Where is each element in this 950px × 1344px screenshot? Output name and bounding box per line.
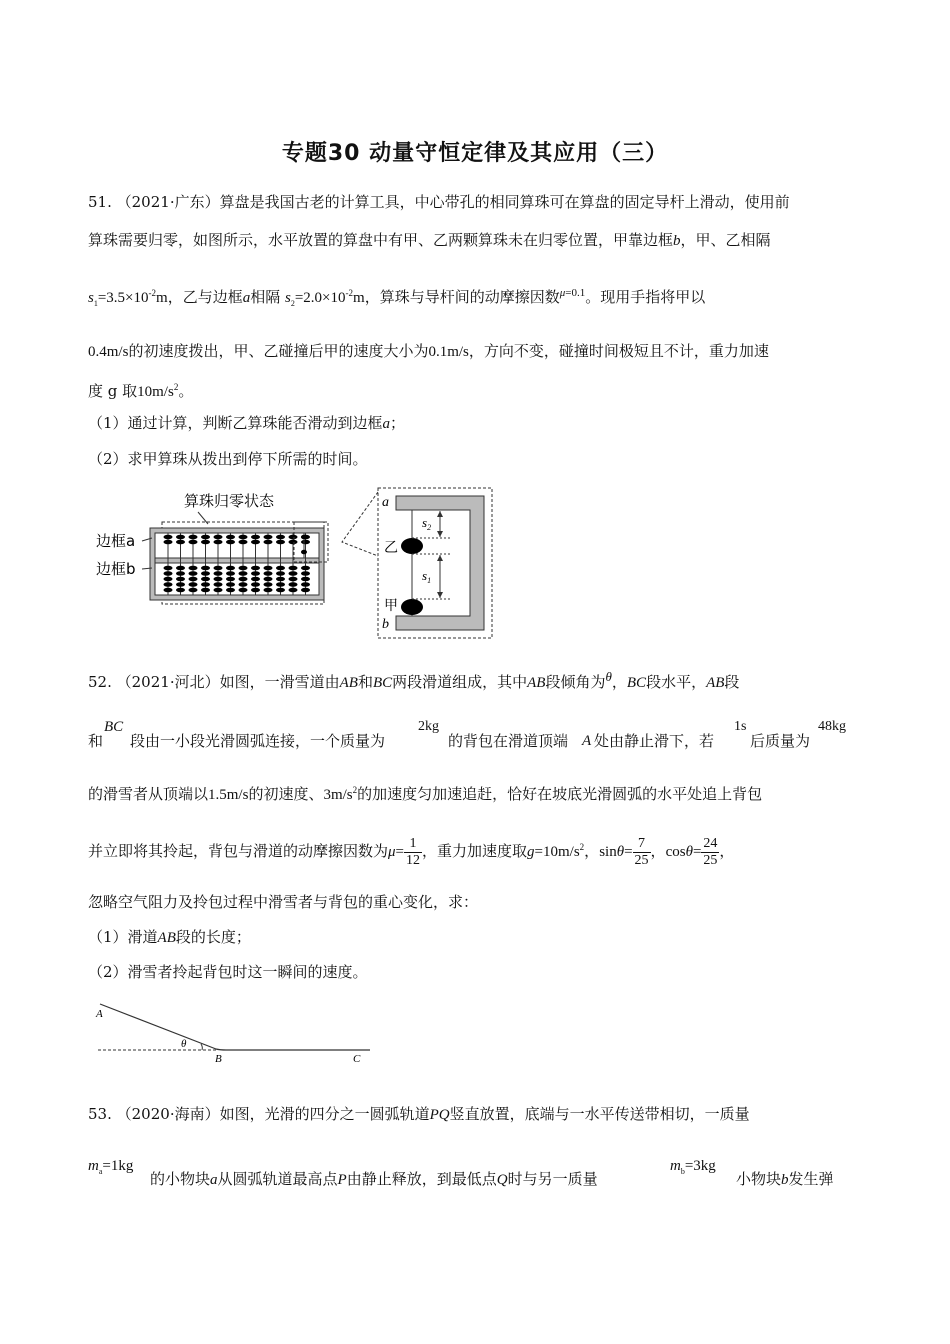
- abacus-bead: [239, 535, 248, 540]
- q52-cos: cos: [665, 844, 686, 860]
- abacus-bead: [264, 535, 273, 540]
- abacus-bead: [201, 577, 210, 582]
- ski-slope-figure: [88, 996, 378, 1066]
- q51-s2-sub: 2: [290, 299, 295, 308]
- q51-text: （1）通过计算，判断乙算珠能否滑动到边框: [88, 414, 383, 432]
- q52-text: 段的长度；: [175, 928, 251, 946]
- q51-text: 相隔: [250, 288, 281, 306]
- abacus-bead: [226, 588, 235, 593]
- q53-mb: $m_b=3kg$: [670, 1158, 716, 1176]
- abacus-bead: [214, 540, 223, 545]
- q51-s1-unit: m: [156, 290, 168, 306]
- q52-g: g: [527, 844, 535, 860]
- abacus-bead: [251, 571, 260, 576]
- q51-s1-exp: -2: [148, 288, 157, 298]
- frac-den: 12: [406, 852, 421, 868]
- abacus-bead: [301, 566, 310, 571]
- q52-text: 段由一小段光滑圆弧连接，一个质量为: [130, 732, 386, 750]
- var-theta: θ: [616, 844, 625, 860]
- q53-line-2: [88, 1154, 860, 1194]
- abacus-bead: [239, 577, 248, 582]
- var-theta: θ: [605, 669, 612, 684]
- var-PQ: PQ: [429, 1107, 450, 1123]
- q51-text: ，乙与边框: [167, 288, 243, 306]
- q52-text: 的初速度、: [248, 785, 324, 803]
- q51-part-2: （2）求甲算珠从拨出到停下所需的时间。: [88, 450, 368, 468]
- abacus-bead: [164, 582, 173, 587]
- q52-text: 处由静止滑下，若: [594, 732, 715, 750]
- s1-label: $s_1$: [422, 568, 432, 585]
- theta-arc: [201, 1044, 202, 1050]
- var-P: P: [337, 1172, 347, 1188]
- abacus-bead: [164, 566, 173, 571]
- q51-g-exp: 2: [173, 382, 179, 392]
- q52-number: 52.: [88, 673, 112, 691]
- abacus-bead: [214, 566, 223, 571]
- q51-text: 算珠需要归零，如图所示，水平放置的算盘中有甲、乙两颗算珠未在归零位置，甲靠边框: [88, 231, 674, 249]
- q51-var-a: a: [242, 290, 251, 306]
- q52-sin-fraction: [633, 836, 651, 869]
- q52-text: 和: [357, 673, 373, 691]
- frac-num: 7: [633, 836, 651, 853]
- q53-text: 由静止释放，到最低点: [346, 1170, 497, 1188]
- q53-text: 时与另一质量: [507, 1170, 598, 1188]
- q51-v1: 0.1m/s: [428, 344, 469, 360]
- abacus-bead: [289, 588, 298, 593]
- abacus-bead: [226, 535, 235, 540]
- zoom-b-label: b: [382, 617, 389, 632]
- arrow-head: [437, 592, 443, 598]
- q52-text: 的加速度匀加速追赶，恰好在坡底光滑圆弧的水平处追上背包: [357, 785, 763, 803]
- abacus-bead: [189, 566, 198, 571]
- q53-number: 53.: [88, 1105, 112, 1123]
- s2-label: $s_2$: [422, 515, 432, 532]
- abacus-bead: [264, 577, 273, 582]
- abacus-bead: [301, 571, 310, 576]
- q52-part-2: （2）滑雪者拎起背包时这一瞬间的速度。: [88, 963, 368, 981]
- yi-label: 乙: [384, 540, 398, 556]
- zoom-a-label: a: [382, 495, 389, 510]
- q51-part-1: [88, 412, 860, 435]
- abacus-bead: [201, 588, 210, 593]
- q51-text: ，算珠与导杆间的动摩擦因数: [364, 288, 560, 306]
- q52-text: 的背包在滑道顶端: [448, 732, 569, 750]
- abacus-bead: [176, 582, 185, 587]
- bead-yi: [401, 538, 423, 554]
- q53-source: （2020·海南）: [116, 1105, 220, 1123]
- q52-text: 段: [724, 673, 740, 691]
- point-B-label: B: [215, 1053, 222, 1065]
- q52-sin: sin: [599, 844, 617, 860]
- q51-text: 度 g 取: [88, 382, 138, 400]
- q52-mass-2: 48kg: [818, 719, 846, 734]
- q51-v0: 0.4m/s: [88, 344, 129, 360]
- q52-time: 1s: [734, 719, 747, 734]
- var-AB: AB: [157, 930, 176, 946]
- q51-mu: μ: [559, 287, 566, 299]
- abacus-bead: [226, 577, 235, 582]
- q51-line-5: [88, 376, 860, 403]
- q52-text: 和: [88, 732, 104, 750]
- q52-mass-1: 2kg: [418, 719, 439, 734]
- q52-g-exp: 2: [579, 842, 585, 852]
- abacus-bead: [276, 571, 285, 576]
- var-BC: BC: [626, 675, 647, 691]
- q52-mu-fraction: [404, 836, 422, 869]
- q52-v0: 1.5m/s: [208, 787, 249, 803]
- abacus-bead: [214, 535, 223, 540]
- abacus-bead: [201, 540, 210, 545]
- abacus-bead: [201, 582, 210, 587]
- abacus-bead: [176, 540, 185, 545]
- q51-s1-sub: 1: [93, 299, 98, 308]
- abacus-bead: [264, 540, 273, 545]
- abacus-bead: [201, 566, 210, 571]
- abacus-bead: [226, 540, 235, 545]
- slope-arc: [216, 1049, 226, 1050]
- q52-acc-exp: 2: [352, 785, 358, 795]
- abacus-bead: [301, 535, 307, 540]
- q51-var-b: b: [673, 233, 681, 249]
- q52-text: ，: [611, 673, 627, 691]
- abacus-bead: [251, 566, 260, 571]
- abacus-bead: [301, 540, 310, 545]
- q51-source: （2021·广东）: [116, 193, 220, 211]
- abacus-bead: [226, 582, 235, 587]
- abacus-bead: [251, 582, 260, 587]
- q52-text: 并立即将其拎起，背包与滑道的动摩擦因数为: [88, 842, 389, 860]
- q51-text: 。现用手指将甲以: [585, 288, 706, 306]
- q53-text: 从圆弧轨道最高点: [217, 1170, 338, 1188]
- abacus-bead: [214, 571, 223, 576]
- abacus-bead: [251, 540, 260, 545]
- var-a: a: [210, 1172, 218, 1188]
- var-Q: Q: [496, 1172, 508, 1188]
- arrow-head: [437, 531, 443, 537]
- q52-text: （1）滑道: [88, 928, 158, 946]
- abacus-bead: [176, 535, 185, 540]
- abacus-bead: [226, 566, 235, 571]
- q52-mu: μ: [388, 844, 396, 860]
- q51-text: ，甲、乙相隔: [680, 231, 771, 249]
- frac-num: 1: [404, 836, 422, 853]
- q53-text: 竖直放置，底端与一水平传送带相切，一质量: [449, 1105, 750, 1123]
- abacus-figure: [88, 486, 498, 642]
- abacus-bead: [276, 566, 285, 571]
- abacus-bead: [276, 535, 285, 540]
- abacus-caption: 算珠归零状态: [184, 492, 275, 510]
- abacus-bead: [189, 582, 198, 587]
- q51-text: 算盘是我国古老的计算工具，中心带孔的相同算珠可在算盘的固定导杆上滑动，使用前: [219, 193, 790, 211]
- abacus-bead: [301, 582, 310, 587]
- abacus-bead: [239, 588, 248, 593]
- q53-ma: $m_a=1kg$: [88, 1158, 134, 1176]
- abacus-bead: [289, 540, 298, 545]
- abacus-bead: [239, 571, 248, 576]
- q51-line-2: [88, 229, 860, 252]
- q51-text: 。: [178, 382, 194, 400]
- q53-text-group: [150, 1168, 598, 1191]
- abacus-bead: [214, 582, 223, 587]
- abacus-bead: [289, 582, 298, 587]
- abacus-bead: [289, 577, 298, 582]
- var-BC: BC: [104, 719, 124, 735]
- frac-num: 24: [703, 835, 718, 851]
- abacus-bead: [164, 540, 173, 545]
- var-BC: BC: [372, 675, 393, 691]
- frac-den: 25: [634, 852, 649, 868]
- var-theta: θ: [685, 844, 693, 860]
- q52-text: 的滑雪者从顶端以: [88, 785, 209, 803]
- abacus-bead: [264, 571, 273, 576]
- abacus-bead: [226, 571, 235, 576]
- frame-b-label: 边框b: [96, 560, 136, 578]
- theta-label: θ: [181, 1038, 187, 1050]
- q52-g-value: =10m/s: [534, 844, 580, 860]
- q53-text: 小物块: [736, 1170, 782, 1188]
- frac-den: 25: [703, 852, 718, 868]
- var-AB: AB: [527, 675, 546, 691]
- q51-text: 的初速度拨出，甲、乙碰撞后甲的速度大小为: [128, 342, 429, 360]
- abacus-bead: [276, 540, 285, 545]
- abacus-bead: [189, 577, 198, 582]
- page-title: 专题30 动量守恒定律及其应用（三）: [281, 141, 669, 166]
- q53-text: 的小物块: [150, 1170, 211, 1188]
- abacus-bead: [164, 535, 173, 540]
- q52-line-4: 并立即将其拎起，背包与滑道的动摩擦因数为μ= $\frac{1}{12}$ ，重力加速度取$g=10m/s^2$，sinθ= $\frac{7}{25}$ ，cosθ= $\frac{24}{25}$ ，: [88, 835, 735, 868]
- q51-text: ；: [390, 414, 406, 432]
- var-AB: AB: [706, 675, 725, 691]
- q52-text: 段水平，: [646, 673, 707, 691]
- q52-part-1: [88, 926, 860, 949]
- arrow-head: [437, 555, 443, 561]
- q51-mu-value: =0.1: [565, 287, 586, 299]
- zoom-callout: [342, 492, 378, 556]
- q51-line-4: [88, 340, 860, 363]
- abacus-bead: [214, 588, 223, 593]
- abacus-bead: [289, 566, 298, 571]
- q52-cos-fraction: [701, 836, 719, 869]
- q52-text: ，: [650, 842, 666, 860]
- abacus-bead: [189, 540, 198, 545]
- abacus-bead: [251, 588, 260, 593]
- q51-number: 51.: [88, 193, 112, 211]
- q51-s2-value: =2.0×10: [294, 290, 346, 306]
- q52-text: ，: [719, 842, 735, 860]
- abacus-bead: [251, 535, 260, 540]
- q52-line-1: [88, 666, 860, 694]
- arrow-head: [437, 511, 443, 517]
- abacus-bead: [176, 566, 185, 571]
- abacus-bead: [164, 577, 173, 582]
- abacus-bead: [301, 550, 307, 555]
- q53-text: 如图，光滑的四分之一圆弧轨道: [219, 1105, 430, 1123]
- abacus-bead: [201, 535, 210, 540]
- var-AB: AB: [339, 675, 358, 691]
- abacus-bead: [189, 571, 198, 576]
- q51-text: ，方向不变，碰撞时间极短且不计，重力加速: [468, 342, 769, 360]
- abacus-bead: [289, 535, 298, 540]
- abacus-bead: [264, 566, 273, 571]
- abacus-bead: [264, 582, 273, 587]
- q53-text-group: [736, 1168, 834, 1191]
- q51-g: 10m/s: [137, 384, 174, 400]
- abacus-bead: [164, 588, 173, 593]
- point-A-label: A: [96, 1008, 103, 1020]
- abacus-bead: [189, 588, 198, 593]
- abacus-bead: [276, 582, 285, 587]
- abacus-bead: [164, 571, 173, 576]
- q51-var-a: a: [382, 416, 391, 432]
- abacus-bead: [176, 588, 185, 593]
- q52-text: 后质量为: [750, 732, 811, 750]
- q52-text: ，重力加速度取: [422, 842, 528, 860]
- q52-line-5: 忽略空气阻力及拎包过程中滑雪者与背包的重心变化，求：: [88, 893, 479, 911]
- q52-text: 两段滑道组成，其中: [392, 673, 528, 691]
- abacus-bead: [289, 571, 298, 576]
- abacus-bead: [276, 577, 285, 582]
- q51-s2: s: [285, 290, 291, 306]
- abacus-bead: [276, 588, 285, 593]
- abacus-bead: [239, 566, 248, 571]
- q53-text: 发生弹: [788, 1170, 834, 1188]
- q53-line-1: [88, 1103, 860, 1126]
- q52-acc: 3m/s: [323, 787, 353, 803]
- point-C-label: C: [353, 1053, 361, 1065]
- abacus-bead: [301, 577, 310, 582]
- q52-line-3: [88, 779, 860, 806]
- q51-s2-exp: -2: [345, 288, 354, 298]
- q51-s1: s: [88, 290, 94, 306]
- abacus-bead: [264, 588, 273, 593]
- q52-text: 如图，一滑雪道由: [219, 673, 340, 691]
- q52-text: 段倾角为: [545, 673, 606, 691]
- q51-s1-value: =3.5×10: [97, 290, 149, 306]
- var-b: b: [781, 1172, 789, 1188]
- abacus-bead: [301, 588, 310, 593]
- abacus-bead: [201, 571, 210, 576]
- abacus-bead: [239, 582, 248, 587]
- frame-a-label: 边框a: [96, 532, 136, 550]
- q51-s2-unit: m: [353, 290, 365, 306]
- abacus-bead: [251, 577, 260, 582]
- q51-line-3: [88, 282, 860, 315]
- q52-line-2: [88, 716, 860, 766]
- q52-text: ，: [584, 842, 600, 860]
- q51-line-1: [88, 191, 860, 213]
- q52-source: （2021·河北）: [116, 673, 220, 691]
- abacus-bead: [214, 577, 223, 582]
- abacus-bead: [176, 571, 185, 576]
- abacus-bead: [189, 535, 198, 540]
- var-A: A: [582, 733, 592, 749]
- slope-AB: [100, 1004, 216, 1049]
- jia-label: 甲: [384, 598, 398, 614]
- abacus-bead: [239, 540, 248, 545]
- bead-jia: [401, 599, 423, 615]
- abacus-bead: [176, 577, 185, 582]
